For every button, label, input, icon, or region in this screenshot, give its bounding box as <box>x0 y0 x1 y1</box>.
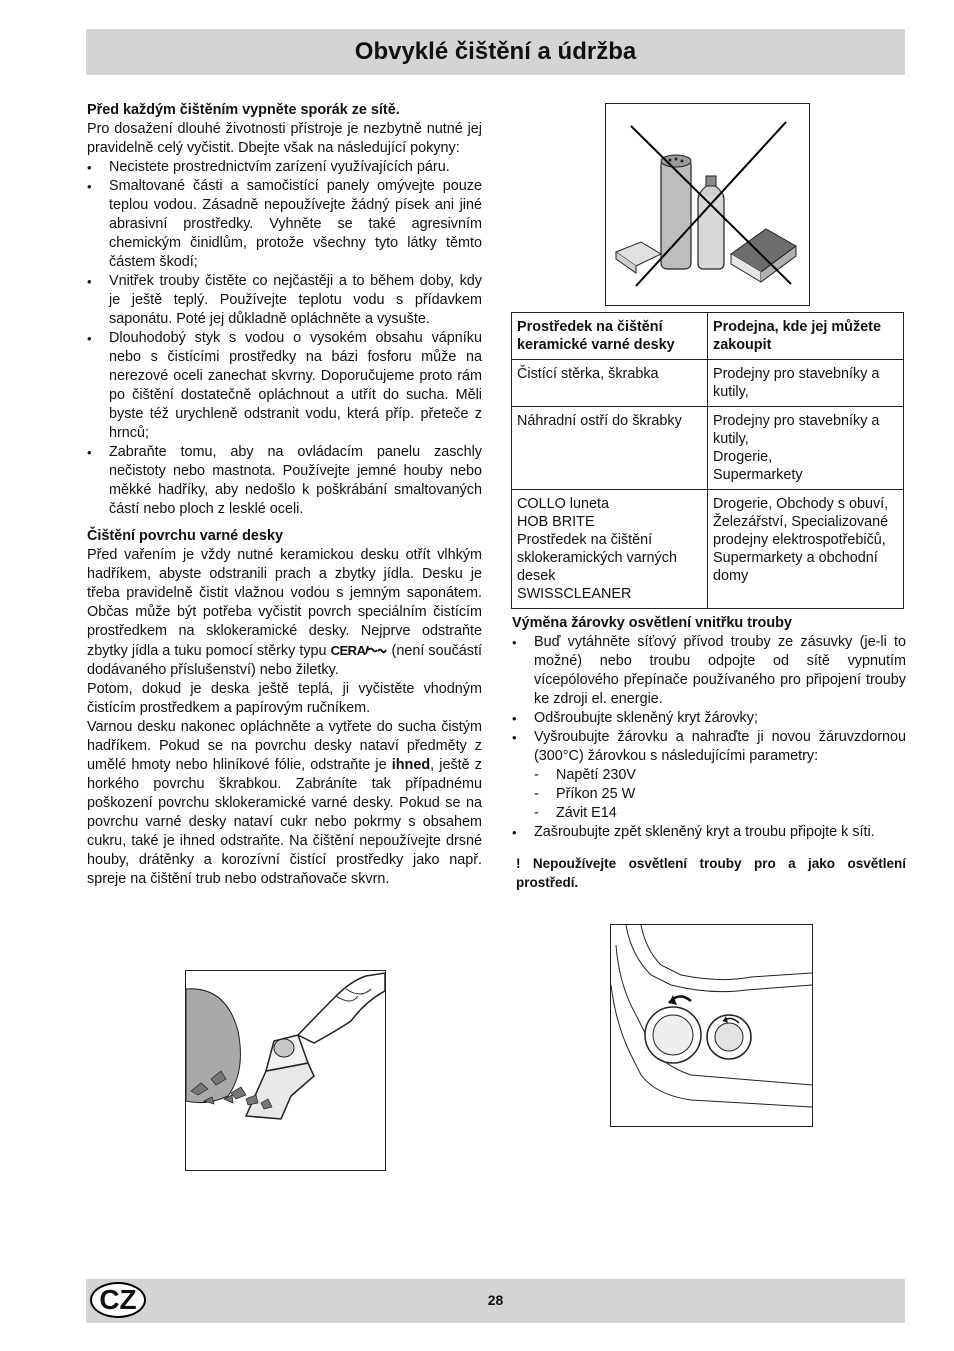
table-cell: Náhradní ostří do škrabky <box>512 407 708 490</box>
list-item: • Odšroubujte skleněný kryt žárovky; <box>512 709 906 728</box>
list-item: • Necistete prostrednictvím zarízení využívajících páru. <box>87 158 482 177</box>
hob-text-1-end: (není součástí dodávaného příslušenství) nebo žiletky. <box>87 643 483 678</box>
cera-logo: CERA <box>331 643 388 658</box>
right-column <box>512 614 906 892</box>
table-cell: Prodejny pro stavebníky a kutily, Drogerie, Supermarkety <box>708 407 904 490</box>
page-title: Obvyklé čištění a údržba <box>354 38 637 65</box>
oven-lamp-illustration <box>610 924 813 1127</box>
table-cell: Prodejny pro stavebníky a kutily, <box>708 360 904 407</box>
list-item: • Zašroubujte zpět skleněný kryt a troubu připojte k síti. <box>512 823 906 842</box>
care-list <box>87 158 482 519</box>
footer-bar <box>86 1279 905 1323</box>
list-item: • Vnitřek trouby čistěte co nejčastěji a to během doby, kdy je ještě teplý. Používejte teplotu vodu s přídavkem saponátu. Poté jej důkladně opláchněte a vysušte. <box>87 272 482 329</box>
table-row <box>512 407 904 490</box>
intro-heading: Před každým čištěním vypněte sporák ze sítě. <box>87 102 400 118</box>
hob-paragraph-1 <box>87 546 482 680</box>
country-badge: CZ <box>90 1282 146 1318</box>
hob-paragraph-3: Varnou desku nakonec opláchněte a vytřete do sucha čistým hadříkem. Pokud se na povrchu desky nataví předměty z umělé hmoty nebo hliníkové fólie, odstraňte je ihned, ještě z horkého povrchu škrabkou. Zabráníte tak případnému poškození povrchu sklokeramické varné desky. Pokud se na povrchu varné desky nataví cukr nebo pokrmy s obsahem cukru, také je ihned odstraňte. Na čištění nepoužívejte drsné houby, drátěnky a korozívní čistící prostředky jako např. spreje na čištění trub nebo odstraňovače skvrn. <box>87 719 483 887</box>
list-item: - Závit E14 <box>534 804 906 823</box>
table-cell: Drogerie, Obchody s obuví, Železářství, Specializované prodejny elektrospotřebičů, Supermarkety a obchodní domy <box>708 490 904 609</box>
table-header-cell: Prodejna, kde jej můžete zakoupit <box>708 313 904 360</box>
table-header-row <box>512 313 904 360</box>
list-item: - Napětí 230V <box>534 766 906 785</box>
list-item: • Zabraňte tomu, aby na ovládacím panelu zaschly nečistoty nebo mastnota. Používejte jemné houby nebo měkké hadříky, aby nedošlo k poškrábání smaltovaných částí nebo ploch z lesklé oceli. <box>87 443 482 519</box>
hob-paragraph-2: Potom, dokud je deska ještě teplá, ji vyčistěte vhodným čistícím prostředkem a papírovým ručníkem. <box>87 681 482 716</box>
lamp-final-step <box>512 823 906 842</box>
page-number: 28 <box>487 1292 504 1308</box>
intro-text: Pro dosažení dlouhé životnosti přístroje je nezbytně nutné jej pravidelně celý vyčistit. Dbejte však na následující pokyny: <box>87 121 482 156</box>
lamp-heading: Výměna žárovky osvětlení vnitřku trouby <box>512 615 792 631</box>
lamp-steps-list <box>512 633 906 766</box>
table-cell: COLLO luneta HOB BRITE Prostředek na čištění sklokeramických varných desek SWISSCLEANER <box>512 490 708 609</box>
hob-text-1: Před vařením je vždy nutné keramickou desku otřít vlhkým hadříkem, abyste odstranili prach a zbytky jídla. Desku je třeba pravidelně čistit vlažnou vodou s jemným saponátem. Občas může být potřeba vyčistit povrch speciálním čistícím prostředkem na sklokeramické desky. Nejprve odstraňte zbytky jídla a tuku pomocí stěrky typu <box>87 547 482 659</box>
hob-heading: Čištění povrchu varné desky <box>87 528 283 544</box>
forbidden-cleaners-illustration <box>605 103 810 306</box>
list-item: • Buď vytáhněte síťový přívod trouby ze zásuvky (je-li to možné) nebo troubu odpojte od sítě vypnutím vícepólového přepínače používaného pro připojení trouby ke zdroji el. energie. <box>512 633 906 709</box>
cleaning-products-table <box>511 312 904 609</box>
table-header-cell: Prostředek na čištění keramické varné desky <box>512 313 708 360</box>
table-cell: Čistící stěrka, škrabka <box>512 360 708 407</box>
prohibited-products-icon <box>606 104 809 305</box>
list-item: • Dlouhodobý styk s vodou o vysokém obsahu vápníku nebo s čistícími prostředky na bázi fosforu může na nerezové oceli zanechat skvrny. Doporučujeme proto rám po čištění dostatečně opláchnout a utřít do sucha. Měli byste též urychleně odstranit vodu, která příp. přeteče z hrnců; <box>87 329 482 443</box>
scraper-icon <box>186 971 385 1170</box>
left-column <box>87 101 482 889</box>
list-item: • Smaltované části a samočistící panely omývejte pouze teplou vodou. Zásadně nepoužívejte žádný písek ani jiné abrasivní prostředky. Vyhněte se také agresivním chemickým činidlům, protože všechny tyto látky těmto částem škodí; <box>87 177 482 272</box>
table-row <box>512 360 904 407</box>
bulb-params-list <box>512 766 906 823</box>
title-bar <box>86 29 905 75</box>
oven-lamp-icon <box>611 925 812 1126</box>
warning-note: ! Nepoužívejte osvětlení trouby pro a jako osvětlení prostředí. <box>516 856 906 890</box>
table-row <box>512 490 904 609</box>
list-item: - Příkon 25 W <box>534 785 906 804</box>
list-item: • Vyšroubujte žárovku a nahraďte ji novou žáruvzdornou (300°C) žárovkou s následujícími parametry: <box>512 728 906 766</box>
scraper-illustration <box>185 970 386 1171</box>
